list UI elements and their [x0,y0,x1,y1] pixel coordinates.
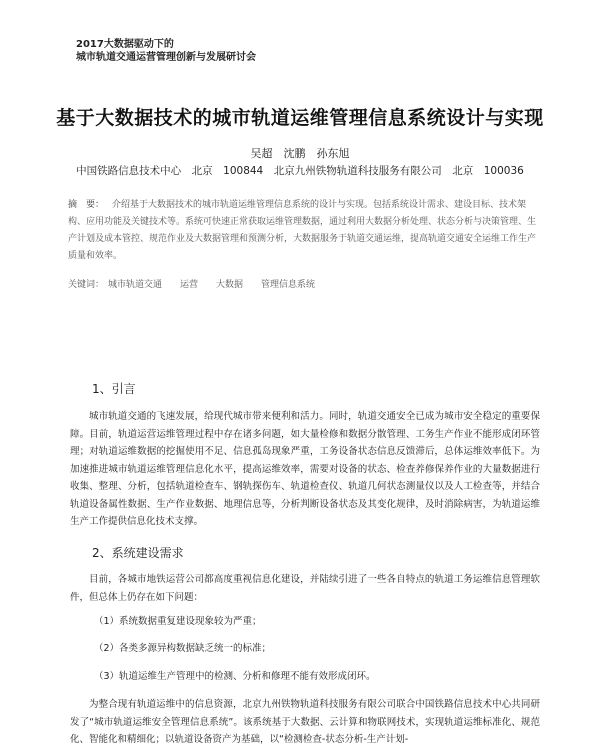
section-2-closing: 为整合现有轨道运维中的信息资源，北京九州铁物轨道科技服务有限公司联合中国铁路信息技术中心共同研发了“城市轨道运维安全管理信息系统”。该系统基于大数据、云计算和物联网技术，实现轨道运维标准化、规范化、智能化和精细化；以轨道设备资产为基础，以“检测检查-状态分析-生产计划- [70,699,540,745]
abstract [68,197,540,265]
conference-line-2: 城市轨道交通运营管理创新与发展研讨会 [76,52,256,63]
requirement-item: （2）各类多源异构数据缺乏统一的标准； [94,643,272,654]
affiliation: 中国铁路信息技术中心 北京 100844 北京九州铁物轨道科技服务有限公司 北京 100036 [76,165,524,177]
conference-header [76,38,256,64]
section-2-heading: 2、系统建设需求 [92,546,184,560]
conference-line-1: 2017大数据驱动下的 [76,39,174,50]
abstract-label: 摘 要： [68,200,105,210]
section-1-paragraph: 城市轨道交通的飞速发展，给现代城市带来便利和活力。同时，轨道交通安全已成为城市安全稳定的重要保障。目前，轨道运营运维管理过程中存在诸多问题，如大量检修和数据分散管理、工务生产作业不能形成闭环管理；对轨道运维数据的挖掘使用不足、信息孤岛现象严重，工务设备状态信息反馈滞后，总体运维效率低下。为加速推进城市轨道运维管理信息化水平，提高运维效率，需要对设备的状态、检查养修保养作业的大量数据进行收集、整理、分析，包括轨道检查车、钢轨探伤车、轨道检查仪、轨道几何状态测量仪以及人工检查等，并结合轨道设备属性数据、生产作业数据、地理信息等，分析判断设备状态及其变化规律，及时消除病害，为轨道运维生产工作提供信息化技术支撑。 [70,411,540,527]
keywords-label: 关键词： [68,280,105,290]
authors: 吴超 沈鹏 孙东旭 [250,147,350,160]
section-2-intro: 目前，各城市地铁运营公司都高度重视信息化建设，并陆续引进了一些各自特点的轨道工务运维信息管理软件，但总体上仍存在如下问题： [70,574,540,603]
requirement-item: （3）轨道运维生产管理中的检测、分析和修理不能有效形成闭环。 [94,671,376,682]
section-1-heading: 1、引言 [92,382,136,396]
abstract-text: 介绍基于大数据技术的城市轨道运维管理信息系统的设计与实现。包括系统设计需求、建设目标、技术架构、应用功能及关键技术等。系统可快速正常获取运维管理数据，通过利用大数据分析处理、状态分析与决策管理、生产计划及成本管控、规范作业及大数据管理和预测分析，大数据服务于轨道交通运维，提高轨道交通安全运维工作生产质量和效率。 [68,200,537,261]
keywords [68,277,540,290]
requirement-item: （1）系统数据重复建设现象较为严重； [94,616,262,627]
keywords-text: 城市轨道交通 运营 大数据 管理信息系统 [108,280,316,290]
paper-title: 基于大数据技术的城市轨道运维管理信息系统设计与实现 [56,107,544,129]
